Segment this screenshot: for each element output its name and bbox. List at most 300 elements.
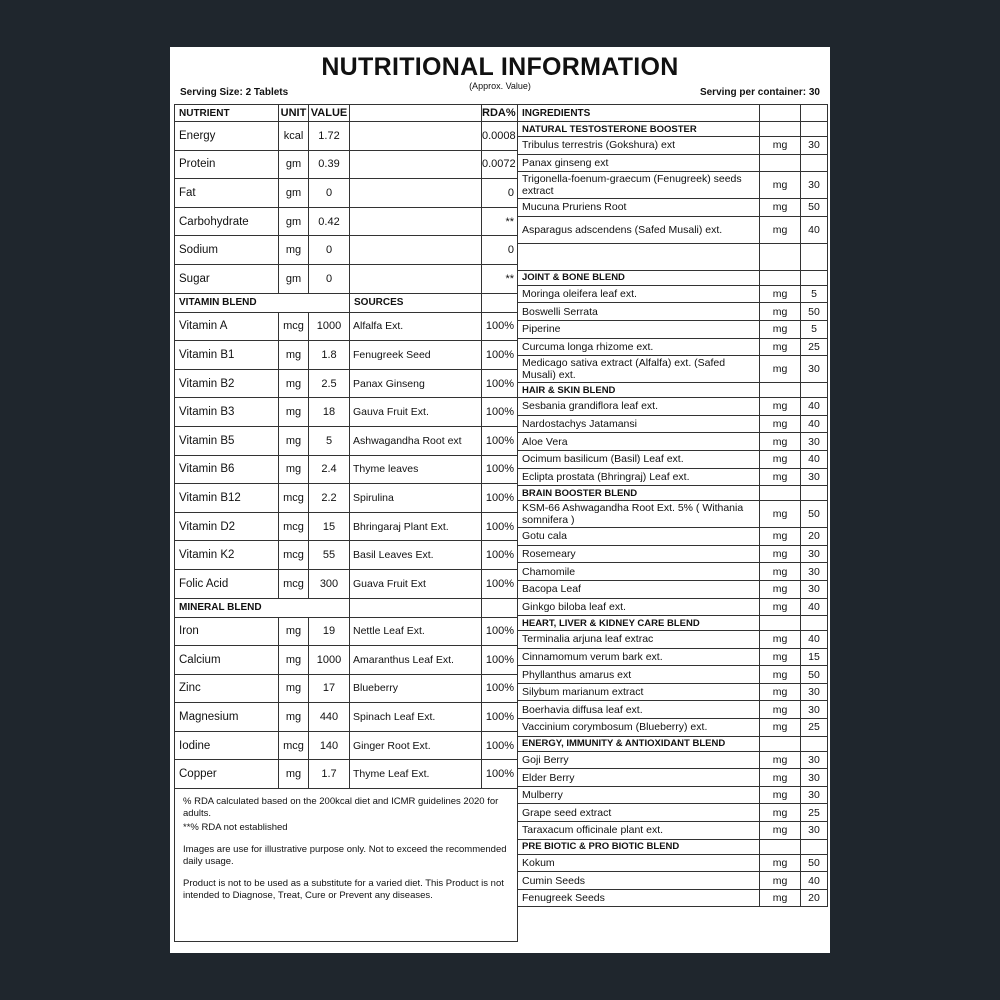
ingredient-value: 30 bbox=[801, 580, 828, 598]
ingredient-unit bbox=[760, 243, 801, 270]
minerals-row bbox=[175, 617, 518, 646]
ingredient-name: Aloe Vera bbox=[518, 433, 760, 451]
nutrient-name: Magnesium bbox=[175, 703, 279, 732]
nutrient-source: Alfalfa Ext. bbox=[350, 312, 482, 341]
nutrient-name: Vitamin K2 bbox=[175, 541, 279, 570]
nutrient-unit: mcg bbox=[279, 312, 309, 341]
nutrient-value: 0.39 bbox=[309, 150, 350, 179]
ingredient-unit: mg bbox=[760, 303, 801, 321]
nutrient-rda: 100% bbox=[482, 312, 518, 341]
vitamins-row bbox=[175, 369, 518, 398]
ingredient-row bbox=[518, 854, 828, 872]
nutrient-rda: 100% bbox=[482, 646, 518, 675]
ingredient-unit: mg bbox=[760, 398, 801, 416]
nutrient-name: Sugar bbox=[175, 264, 279, 293]
ingredient-unit: mg bbox=[760, 450, 801, 468]
nutrient-rda: 100% bbox=[482, 760, 518, 789]
nutrient-rda: 0.0008 bbox=[482, 122, 518, 151]
nutrient-name: Sodium bbox=[175, 236, 279, 265]
ingredient-value: 25 bbox=[801, 719, 828, 737]
blank-cell bbox=[801, 383, 828, 398]
ingredient-unit: mg bbox=[760, 719, 801, 737]
blank-cell bbox=[350, 207, 482, 236]
ingredient-unit: mg bbox=[760, 501, 801, 528]
ingredient-unit: mg bbox=[760, 172, 801, 199]
ingredient-value bbox=[801, 154, 828, 172]
blend-title: ENERGY, IMMUNITY & ANTIOXIDANT BLEND bbox=[518, 736, 760, 751]
blend-header bbox=[518, 736, 828, 751]
ingredient-name: Tribulus terrestris (Gokshura) ext bbox=[518, 137, 760, 155]
unit-column-header: UNIT bbox=[279, 105, 309, 122]
nutrient-unit: gm bbox=[279, 264, 309, 293]
ingredient-unit: mg bbox=[760, 872, 801, 890]
nutrient-table bbox=[174, 104, 518, 942]
minerals-section-header bbox=[175, 598, 518, 617]
ingredient-value: 30 bbox=[801, 468, 828, 486]
ingredient-row bbox=[518, 666, 828, 684]
vitamins-section-header bbox=[175, 293, 518, 312]
nutrient-rda: 100% bbox=[482, 341, 518, 370]
ingredient-value: 40 bbox=[801, 216, 828, 243]
ingredient-row bbox=[518, 719, 828, 737]
ingredient-value: 30 bbox=[801, 137, 828, 155]
ingredient-row bbox=[518, 415, 828, 433]
ingredient-name: Ocimum basilicum (Basil) Leaf ext. bbox=[518, 450, 760, 468]
blank-cell bbox=[801, 122, 828, 137]
ingredients-header bbox=[518, 105, 828, 122]
ingredient-name: Asparagus adscendens (Safed Musali) ext. bbox=[518, 216, 760, 243]
blend-header bbox=[518, 383, 828, 398]
minerals-row bbox=[175, 731, 518, 760]
blend-header bbox=[518, 616, 828, 631]
nutrient-name: Iron bbox=[175, 617, 279, 646]
nutrient-source: Thyme Leaf Ext. bbox=[350, 760, 482, 789]
ingredient-value: 30 bbox=[801, 545, 828, 563]
nutrient-rda: 100% bbox=[482, 398, 518, 427]
ingredient-name: Mulberry bbox=[518, 786, 760, 804]
ingredient-name: Medicago sativa extract (Alfalfa) ext. (Safed Musali) ext. bbox=[518, 356, 760, 383]
ingredient-row bbox=[518, 154, 828, 172]
minerals-row bbox=[175, 646, 518, 675]
nutrient-source: Basil Leaves Ext. bbox=[350, 541, 482, 570]
sources-title bbox=[350, 598, 482, 617]
ingredient-value: 30 bbox=[801, 769, 828, 787]
ingredient-value: 50 bbox=[801, 666, 828, 684]
nutrient-name: Protein bbox=[175, 150, 279, 179]
ingredient-unit bbox=[760, 154, 801, 172]
rda-column-header: RDA% bbox=[482, 105, 518, 122]
nutrient-unit: mcg bbox=[279, 541, 309, 570]
blend-header bbox=[518, 486, 828, 501]
vitamins-row bbox=[175, 341, 518, 370]
blank-cell bbox=[801, 736, 828, 751]
page-title: NUTRITIONAL INFORMATION bbox=[321, 53, 679, 81]
ingredient-name: Trigonella-foenum-graecum (Fenugreek) seeds extract bbox=[518, 172, 760, 199]
nutrient-value: 1000 bbox=[309, 646, 350, 675]
nutrient-source: Fenugreek Seed bbox=[350, 341, 482, 370]
vitamins-row bbox=[175, 484, 518, 513]
nutrient-unit: mg bbox=[279, 398, 309, 427]
serving-size: Serving Size: 2 Tablets bbox=[180, 87, 289, 98]
nutrient-source: Guava Fruit Ext bbox=[350, 569, 482, 598]
vitamins-row bbox=[175, 541, 518, 570]
vitamins-row bbox=[175, 426, 518, 455]
ingredient-name: Taraxacum officinale plant ext. bbox=[518, 822, 760, 840]
nutrient-source: Panax Ginseng bbox=[350, 369, 482, 398]
ingredient-row bbox=[518, 216, 828, 243]
nutrition-label bbox=[170, 47, 830, 953]
nutrient-rda: 0 bbox=[482, 236, 518, 265]
nutrient-unit: gm bbox=[279, 150, 309, 179]
ingredient-unit: mg bbox=[760, 216, 801, 243]
nutrient-value: 0 bbox=[309, 179, 350, 208]
nutrient-rda: 0.0072 bbox=[482, 150, 518, 179]
nutrient-source: Gauva Fruit Ext. bbox=[350, 398, 482, 427]
nutrient-value: 2.4 bbox=[309, 455, 350, 484]
nutrient-name: Fat bbox=[175, 179, 279, 208]
ingredient-value: 30 bbox=[801, 701, 828, 719]
nutrient-value: 19 bbox=[309, 617, 350, 646]
nutrient-value: 0 bbox=[309, 236, 350, 265]
ingredient-row bbox=[518, 648, 828, 666]
nutrient-source: Spirulina bbox=[350, 484, 482, 513]
nutrient-source: Blueberry bbox=[350, 674, 482, 703]
ingredient-value: 40 bbox=[801, 398, 828, 416]
ingredient-row bbox=[518, 356, 828, 383]
ingredient-name: Elder Berry bbox=[518, 769, 760, 787]
nutrient-name: Carbohydrate bbox=[175, 207, 279, 236]
ingredient-row bbox=[518, 786, 828, 804]
ingredient-row bbox=[518, 199, 828, 217]
ingredient-name: Panax ginseng ext bbox=[518, 154, 760, 172]
nutrient-value: 140 bbox=[309, 731, 350, 760]
nutrient-unit: mg bbox=[279, 617, 309, 646]
nutrient-name: Vitamin B2 bbox=[175, 369, 279, 398]
nutrient-rda: 100% bbox=[482, 569, 518, 598]
minerals-row bbox=[175, 703, 518, 732]
ingredient-unit: mg bbox=[760, 468, 801, 486]
nutrient-row bbox=[175, 264, 518, 293]
ingredient-row bbox=[518, 528, 828, 546]
nutrient-value: 1.8 bbox=[309, 341, 350, 370]
ingredients-table bbox=[517, 104, 828, 907]
ingredient-unit: mg bbox=[760, 199, 801, 217]
nutrient-column-header: NUTRIENT bbox=[175, 105, 279, 122]
nutrient-row bbox=[175, 179, 518, 208]
ingredient-row bbox=[518, 243, 828, 270]
ingredient-name: Eclipta prostata (Bhringraj) Leaf ext. bbox=[518, 468, 760, 486]
blend-header bbox=[518, 839, 828, 854]
nutrient-name: Zinc bbox=[175, 674, 279, 703]
blank-cell bbox=[760, 270, 801, 285]
blend-title: HEART, LIVER & KIDNEY CARE BLEND bbox=[518, 616, 760, 631]
ingredient-value: 40 bbox=[801, 631, 828, 649]
ingredient-row bbox=[518, 889, 828, 907]
ingredient-row bbox=[518, 338, 828, 356]
ingredient-unit: mg bbox=[760, 320, 801, 338]
nutrient-value: 17 bbox=[309, 674, 350, 703]
blank-cell bbox=[801, 270, 828, 285]
ingredient-value: 20 bbox=[801, 528, 828, 546]
notes-block bbox=[175, 789, 518, 942]
ingredient-value: 30 bbox=[801, 356, 828, 383]
ingredient-name: Ginkgo biloba leaf ext. bbox=[518, 598, 760, 616]
blend-header bbox=[518, 122, 828, 137]
ingredient-unit: mg bbox=[760, 889, 801, 907]
nutrient-row bbox=[175, 207, 518, 236]
vitamins-row bbox=[175, 455, 518, 484]
ingredient-row bbox=[518, 872, 828, 890]
nutrient-unit: mg bbox=[279, 341, 309, 370]
ingredient-unit: mg bbox=[760, 415, 801, 433]
blank-cell bbox=[801, 839, 828, 854]
nutrient-value: 1000 bbox=[309, 312, 350, 341]
nutrient-unit: mg bbox=[279, 455, 309, 484]
ingredient-value: 40 bbox=[801, 450, 828, 468]
blank-cell bbox=[801, 616, 828, 631]
ingredient-row bbox=[518, 285, 828, 303]
blank-cell bbox=[350, 264, 482, 293]
ingredient-name: Bacopa Leaf bbox=[518, 580, 760, 598]
serving-per-container: Serving per container: 30 bbox=[699, 87, 820, 98]
vitamins-row bbox=[175, 569, 518, 598]
ingredient-name: Moringa oleifera leaf ext. bbox=[518, 285, 760, 303]
vitamins-row bbox=[175, 398, 518, 427]
ingredient-unit: mg bbox=[760, 528, 801, 546]
nutrient-name: Vitamin B1 bbox=[175, 341, 279, 370]
nutrient-rda: 100% bbox=[482, 674, 518, 703]
ingredient-row bbox=[518, 501, 828, 528]
vitamins-row bbox=[175, 512, 518, 541]
blank-cell bbox=[760, 839, 801, 854]
nutrient-rda: 100% bbox=[482, 731, 518, 760]
ingredient-unit: mg bbox=[760, 822, 801, 840]
ingredient-unit: mg bbox=[760, 356, 801, 383]
ingredient-value: 15 bbox=[801, 648, 828, 666]
blank-cell bbox=[760, 736, 801, 751]
nutrient-name: Vitamin B12 bbox=[175, 484, 279, 513]
ingredient-row bbox=[518, 769, 828, 787]
nutrient-unit: mg bbox=[279, 646, 309, 675]
nutrient-table-header bbox=[175, 105, 518, 122]
nutrient-rda: 100% bbox=[482, 426, 518, 455]
blend-title: NATURAL TESTOSTERONE BOOSTER bbox=[518, 122, 760, 137]
blank-cell bbox=[350, 122, 482, 151]
blend-title: BRAIN BOOSTER BLEND bbox=[518, 486, 760, 501]
ingredient-name: Cumin Seeds bbox=[518, 872, 760, 890]
blank-cell bbox=[482, 293, 518, 312]
nutrient-rda: 100% bbox=[482, 369, 518, 398]
ingredient-row bbox=[518, 822, 828, 840]
ingredient-value: 30 bbox=[801, 683, 828, 701]
ingredient-name: Kokum bbox=[518, 854, 760, 872]
nutrient-name: Folic Acid bbox=[175, 569, 279, 598]
ingredient-row bbox=[518, 683, 828, 701]
vitamins-row bbox=[175, 312, 518, 341]
ingredient-name: Phyllanthus amarus ext bbox=[518, 666, 760, 684]
ingredient-value: 40 bbox=[801, 415, 828, 433]
ingredient-value: 50 bbox=[801, 854, 828, 872]
ingredient-name: Nardostachys Jatamansi bbox=[518, 415, 760, 433]
ingredient-name: Goji Berry bbox=[518, 751, 760, 769]
vitamins-title: VITAMIN BLEND bbox=[175, 293, 350, 312]
nutrient-unit: mg bbox=[279, 426, 309, 455]
ingredient-value: 30 bbox=[801, 786, 828, 804]
ingredient-value: 30 bbox=[801, 563, 828, 581]
ingredients-title: INGREDIENTS bbox=[518, 105, 760, 122]
blend-title: JOINT & BONE BLEND bbox=[518, 270, 760, 285]
nutrient-unit: kcal bbox=[279, 122, 309, 151]
nutrient-unit: gm bbox=[279, 179, 309, 208]
ingredient-value bbox=[801, 243, 828, 270]
nutrient-name: Copper bbox=[175, 760, 279, 789]
ingredient-row bbox=[518, 598, 828, 616]
ingredient-value: 20 bbox=[801, 889, 828, 907]
rda-note: % RDA calculated based on the 200kcal diet and ICMR guidelines 2020 for adults. bbox=[183, 796, 499, 820]
ingredient-unit: mg bbox=[760, 804, 801, 822]
blank-cell bbox=[482, 598, 518, 617]
value-column-header: VALUE bbox=[309, 105, 350, 122]
minerals-row bbox=[175, 760, 518, 789]
ingredient-row bbox=[518, 563, 828, 581]
blend-title: HAIR & SKIN BLEND bbox=[518, 383, 760, 398]
nutrient-unit: mg bbox=[279, 760, 309, 789]
nutrient-name: Vitamin D2 bbox=[175, 512, 279, 541]
ingredient-name: Boerhavia diffusa leaf ext. bbox=[518, 701, 760, 719]
ingredient-row bbox=[518, 450, 828, 468]
nutrient-value: 5 bbox=[309, 426, 350, 455]
ingredient-unit: mg bbox=[760, 751, 801, 769]
ingredient-unit: mg bbox=[760, 786, 801, 804]
nutrient-name: Vitamin B6 bbox=[175, 455, 279, 484]
nutrient-source: Ginger Root Ext. bbox=[350, 731, 482, 760]
ingredient-row bbox=[518, 631, 828, 649]
nutrient-rda: 100% bbox=[482, 541, 518, 570]
blank-cell bbox=[801, 105, 828, 122]
ingredient-name: Boswelli Serrata bbox=[518, 303, 760, 321]
ingredient-name: Piperine bbox=[518, 320, 760, 338]
ingredient-value: 25 bbox=[801, 338, 828, 356]
ingredient-value: 40 bbox=[801, 598, 828, 616]
ingredient-row bbox=[518, 701, 828, 719]
blank-header-cell bbox=[350, 105, 482, 122]
ingredient-name: Fenugreek Seeds bbox=[518, 889, 760, 907]
nutrient-name: Energy bbox=[175, 122, 279, 151]
nutrient-name: Iodine bbox=[175, 731, 279, 760]
ingredient-name: Grape seed extract bbox=[518, 804, 760, 822]
nutrient-source: Nettle Leaf Ext. bbox=[350, 617, 482, 646]
nutrient-rda: 100% bbox=[482, 455, 518, 484]
ingredient-unit: mg bbox=[760, 598, 801, 616]
ingredient-name: Curcuma longa rhizome ext. bbox=[518, 338, 760, 356]
ingredient-row bbox=[518, 804, 828, 822]
ingredient-row bbox=[518, 137, 828, 155]
images-note: Images are use for illustrative purpose only. Not to exceed the recommended daily usage. bbox=[183, 844, 507, 868]
ingredient-row bbox=[518, 751, 828, 769]
nutrient-unit: mcg bbox=[279, 512, 309, 541]
ingredient-unit: mg bbox=[760, 683, 801, 701]
nutrient-rda: 100% bbox=[482, 484, 518, 513]
ingredient-name: Sesbania grandiflora leaf ext. bbox=[518, 398, 760, 416]
blend-title: PRE BIOTIC & PRO BIOTIC BLEND bbox=[518, 839, 760, 854]
ingredient-unit: mg bbox=[760, 563, 801, 581]
ingredient-value: 5 bbox=[801, 285, 828, 303]
ingredient-unit: mg bbox=[760, 338, 801, 356]
nutrient-source: Thyme leaves bbox=[350, 455, 482, 484]
ingredient-value: 5 bbox=[801, 320, 828, 338]
blank-cell bbox=[760, 486, 801, 501]
nutrient-value: 1.7 bbox=[309, 760, 350, 789]
blank-cell bbox=[350, 150, 482, 179]
nutrient-value: 440 bbox=[309, 703, 350, 732]
nutrient-unit: mg bbox=[279, 369, 309, 398]
ingredient-row bbox=[518, 580, 828, 598]
ingredient-unit: mg bbox=[760, 854, 801, 872]
ingredient-unit: mg bbox=[760, 631, 801, 649]
nutrient-row bbox=[175, 236, 518, 265]
blank-cell bbox=[760, 616, 801, 631]
nutrient-source: Bhringaraj Plant Ext. bbox=[350, 512, 482, 541]
ingredient-name: Vaccinium corymbosum (Blueberry) ext. bbox=[518, 719, 760, 737]
ingredient-value: 25 bbox=[801, 804, 828, 822]
ingredient-name: Cinnamomum verum bark ext. bbox=[518, 648, 760, 666]
nutrient-value: 55 bbox=[309, 541, 350, 570]
nutrient-value: 18 bbox=[309, 398, 350, 427]
ingredient-row bbox=[518, 172, 828, 199]
nutrient-rda: 0 bbox=[482, 179, 518, 208]
nutrient-unit: mg bbox=[279, 703, 309, 732]
ingredient-name: Silybum marianum extract bbox=[518, 683, 760, 701]
ingredient-value: 50 bbox=[801, 303, 828, 321]
ingredient-name: Chamomile bbox=[518, 563, 760, 581]
nutrient-unit: mg bbox=[279, 236, 309, 265]
nutrient-rda: ** bbox=[482, 207, 518, 236]
ingredient-value: 30 bbox=[801, 822, 828, 840]
blend-header bbox=[518, 270, 828, 285]
ingredient-unit: mg bbox=[760, 285, 801, 303]
nutrient-value: 1.72 bbox=[309, 122, 350, 151]
nutrient-unit: mcg bbox=[279, 731, 309, 760]
blank-cell bbox=[350, 179, 482, 208]
approx-value-note: (Approx. Value) bbox=[469, 81, 531, 91]
nutrient-name: Vitamin A bbox=[175, 312, 279, 341]
ingredient-unit: mg bbox=[760, 648, 801, 666]
ingredient-name bbox=[518, 243, 760, 270]
nutrient-unit: gm bbox=[279, 207, 309, 236]
ingredient-row bbox=[518, 545, 828, 563]
ingredient-value: 30 bbox=[801, 433, 828, 451]
ingredient-value: 50 bbox=[801, 501, 828, 528]
nutrient-value: 300 bbox=[309, 569, 350, 598]
notes-row bbox=[175, 789, 518, 942]
nutrient-value: 0 bbox=[309, 264, 350, 293]
ingredient-value: 30 bbox=[801, 751, 828, 769]
nutrient-rda: 100% bbox=[482, 617, 518, 646]
ingredient-name: Gotu cala bbox=[518, 528, 760, 546]
blank-cell bbox=[350, 236, 482, 265]
ingredient-row bbox=[518, 398, 828, 416]
nutrient-value: 2.2 bbox=[309, 484, 350, 513]
nutrient-rda: 100% bbox=[482, 512, 518, 541]
nutrient-name: Calcium bbox=[175, 646, 279, 675]
ingredient-unit: mg bbox=[760, 433, 801, 451]
ingredient-name: KSM-66 Ashwagandha Root Ext. 5% ( Withania somnifera ) bbox=[518, 501, 760, 528]
nutrient-unit: mcg bbox=[279, 569, 309, 598]
blank-cell bbox=[801, 486, 828, 501]
nutrient-value: 15 bbox=[309, 512, 350, 541]
nutrient-source: Amaranthus Leaf Ext. bbox=[350, 646, 482, 675]
ingredient-unit: mg bbox=[760, 580, 801, 598]
